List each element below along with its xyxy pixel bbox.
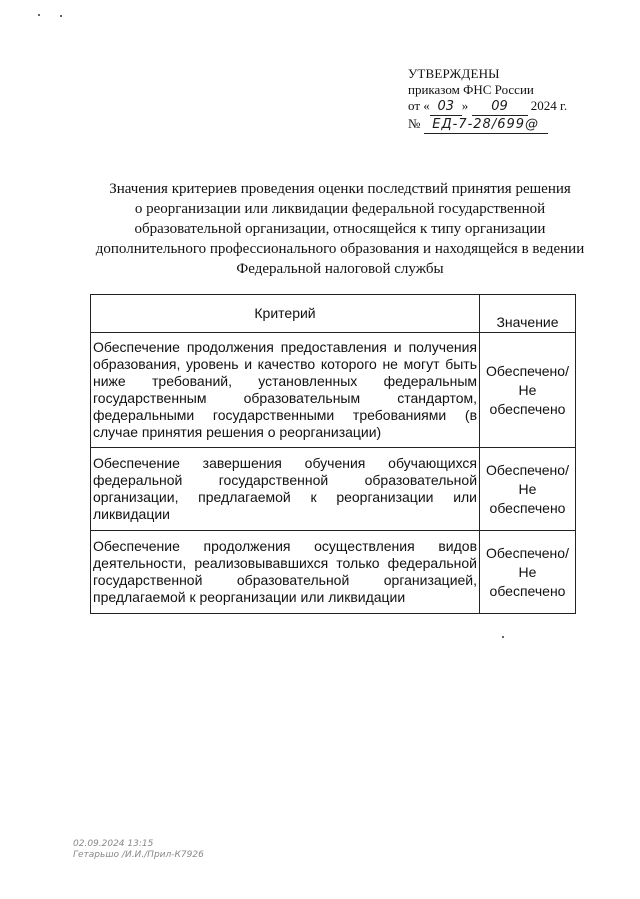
header-value: Значение: [480, 295, 576, 333]
table-row: [91, 531, 576, 614]
value-cell: [480, 531, 576, 614]
registration-stamp: [73, 839, 204, 861]
value-line: Не: [518, 480, 537, 497]
value-line: Обеспечено/: [486, 362, 569, 379]
value-cell: [480, 448, 576, 531]
value-line: обеспечено: [489, 582, 566, 599]
value-line: Не: [518, 381, 537, 398]
table-header-row: [91, 295, 576, 333]
value-line: Обеспечено/: [486, 461, 569, 478]
number-prefix: №: [408, 116, 421, 131]
criterion-cell: Обеспечение продолжения осуществления видов деятельности, реализовывавшихся только федеральной государственной образовательной организацией, предлагаемой к реорганизации или ликвидации: [91, 531, 480, 614]
heading-line: Значения критериев проведения оценки последствий принятия решения: [109, 181, 571, 197]
heading-line: дополнительного профессионального образования и находящейся в ведении: [95, 241, 585, 257]
date-prefix: от «: [408, 98, 430, 113]
table-row: [91, 333, 576, 448]
date-mid: »: [461, 98, 469, 113]
heading-line: о реорганизации или ликвидации федеральной государственной: [134, 201, 546, 217]
criterion-cell: Обеспечение завершения обучения обучающихся федеральной государственной образовательной организации, предлагаемой к реорганизации или ликвидации: [91, 448, 480, 531]
approval-date-line: [408, 98, 567, 116]
approval-order-line: приказом ФНС России: [408, 82, 534, 97]
scan-speck: [38, 14, 40, 16]
scan-speck: [60, 15, 62, 17]
header-criterion: Критерий: [91, 295, 480, 333]
approval-day: 03: [430, 99, 462, 116]
stamp-reference: Гетарьшо /И.И./Прил-К7926: [73, 850, 204, 860]
value-line: обеспечено: [489, 499, 566, 516]
criteria-table: [90, 294, 576, 614]
scan-speck: [502, 636, 504, 638]
value-cell: [480, 333, 576, 448]
approval-number-line: [408, 116, 567, 134]
approval-year: 2024 г.: [530, 98, 568, 113]
heading-line: Федеральной налоговой службы: [236, 261, 444, 277]
document-heading: [80, 179, 600, 279]
approval-block: [408, 66, 567, 134]
approval-number: ЕД-7-28/699@: [424, 117, 548, 134]
stamp-datetime: 02.09.2024 13:15: [73, 839, 154, 849]
approval-month: 09: [472, 99, 528, 116]
table-row: [91, 448, 576, 531]
value-line: обеспечено: [489, 400, 566, 417]
criterion-cell: Обеспечение продолжения предоставления и получения образования, уровень и качество которого не могут быть ниже требований, установленных федеральным государственным образовательным стандартом, федеральными государственными требованиями (в случае принятия решения о реорганизации): [91, 333, 480, 448]
heading-line: образовательной организации, относящейся к типу организации: [134, 221, 546, 237]
approval-title: УТВЕРЖДЕНЫ: [408, 66, 500, 81]
value-line: Обеспечено/: [486, 544, 569, 561]
value-line: Не: [518, 563, 537, 580]
